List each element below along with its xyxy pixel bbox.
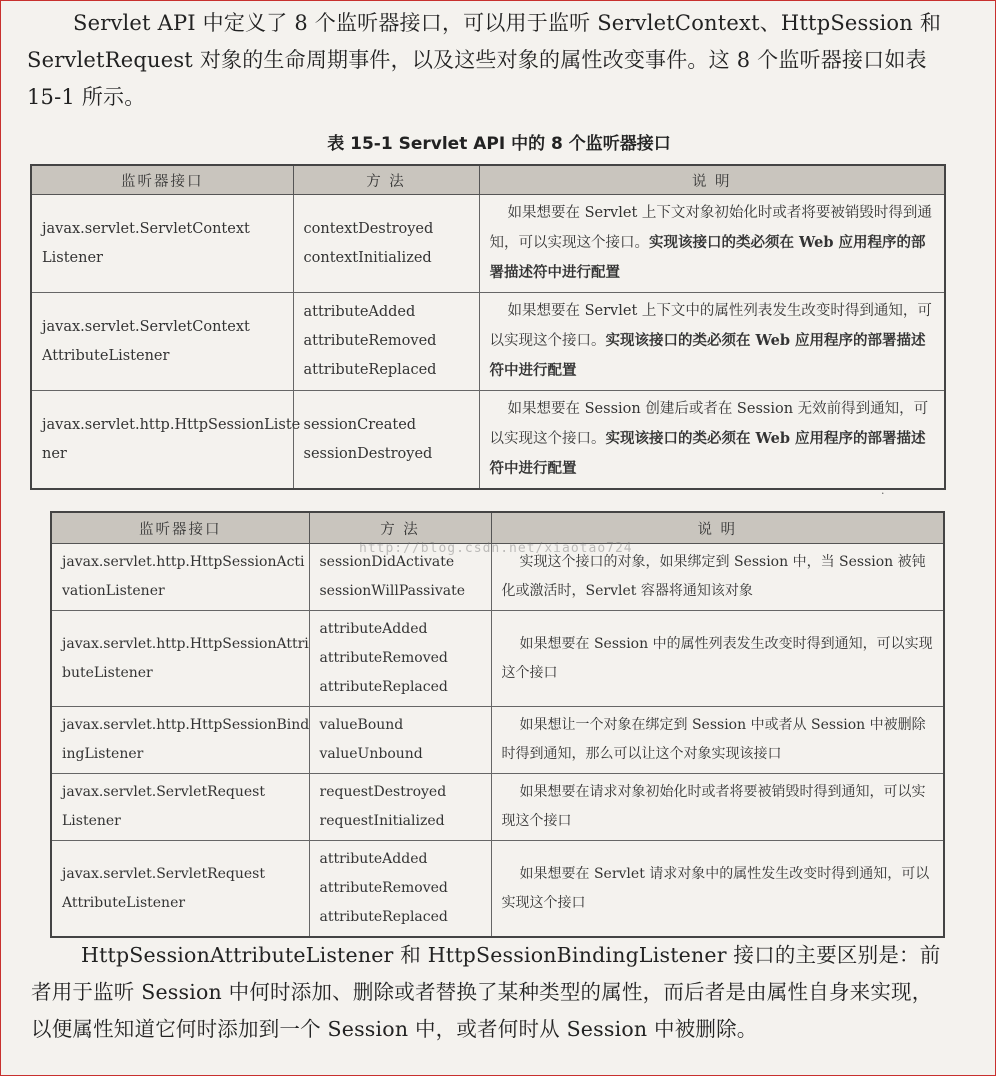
interface-cell [51, 611, 309, 707]
method-name: attributeReplaced [319, 909, 448, 925]
description-text: 如果想要在 Session 创建后或者在 Session 无效前得到通知，可以实现这个接口。 [489, 401, 929, 447]
listener-table-part2 [50, 511, 945, 938]
table-caption [1, 129, 996, 154]
description-bold-text: 实现该接口的类必须在 Web 应用程序的部署描述符中进行配置 [489, 332, 926, 379]
method-cell [309, 611, 491, 707]
description-cell [479, 195, 945, 293]
method-name: valueUnbound [319, 746, 423, 762]
table-header-row [31, 165, 945, 195]
description-text: 如果想要在 Servlet 上下文中的属性列表发生改变时得到通知，可以实现这个接口。 [489, 303, 932, 349]
method-name: contextDestroyed [303, 220, 434, 237]
header-description: 说 明 [479, 165, 945, 195]
header-interface: 监听器接口 [31, 165, 293, 195]
listener-table-part1 [30, 164, 946, 490]
interface-cell [31, 195, 293, 293]
table-row [31, 391, 945, 490]
method-cell [309, 774, 491, 841]
method-name: attributeReplaced [319, 679, 448, 695]
interface-cell [31, 293, 293, 391]
method-name: requestInitialized [319, 813, 445, 829]
interface-name-line: javax.servlet.http.HttpSessionListe [42, 416, 301, 433]
description-bold-text: 实现该接口的类必须在 Web 应用程序的部署描述符中进行配置 [489, 234, 926, 281]
interface-name-line: ingListener [62, 746, 144, 762]
description-cell: 实现这个接口的对象，如果绑定到 Session 中，当 Session 被钝化或激活时，Servlet 容器将通知该对象 [491, 544, 944, 611]
method-cell [293, 391, 479, 490]
intro-paragraph: Servlet API 中定义了 8 个监听器接口，可以用于监听 ServletContext、HttpSession 和 ServletRequest 对象的生命周期事件，以及这些对象的属性改变事件。这 8 个监听器接口如表 15-1 所示。 [27, 11, 942, 109]
interface-name-line: javax.servlet.ServletRequest [62, 784, 265, 800]
method-name: attributeRemoved [303, 333, 437, 349]
interface-cell [51, 841, 309, 938]
interface-cell [51, 544, 309, 611]
watermark: http://blog.csdn.net/xiaotao724 [359, 541, 633, 556]
table-row [31, 195, 945, 293]
method-name: sessionWillPassivate [319, 583, 465, 599]
corner-mark: · [881, 487, 885, 500]
description-cell: 如果想让一个对象在绑定到 Session 中或者从 Session 中被删除时得到通知，那么可以让这个对象实现该接口 [491, 707, 944, 774]
description-cell [479, 391, 945, 490]
method-name: attributeAdded [303, 304, 416, 320]
method-name: attributeAdded [319, 621, 428, 637]
table-row [51, 707, 944, 774]
method-name: requestDestroyed [319, 784, 447, 800]
header-method: 方 法 [309, 512, 491, 544]
header-interface: 监听器接口 [51, 512, 309, 544]
conclusion-paragraph: HttpSessionAttributeListener 和 HttpSessionBindingListener 接口的主要区别是：前者用于监听 Session 中何时添加、删除或者替换了某种类型的属性，而后者是由属性自身来实现，以便属性知道它何时添加到一个 Session 中，或者何时从 Session 中被删除。 [31, 943, 941, 1041]
interface-cell [51, 774, 309, 841]
interface-cell [51, 707, 309, 774]
interface-name-line: javax.servlet.http.HttpSessionActi [62, 554, 305, 570]
method-name: attributeRemoved [319, 650, 448, 666]
method-name: sessionDidActivate [319, 554, 455, 570]
method-name: sessionCreated [303, 416, 417, 433]
header-method: 方 法 [293, 165, 479, 195]
method-cell [309, 841, 491, 938]
header-description: 说 明 [491, 512, 944, 544]
interface-name-line: ner [42, 445, 67, 462]
interface-cell [31, 391, 301, 490]
method-cell [309, 707, 491, 774]
description-text: 如果想要在 Servlet 上下文对象初始化时或者将要被销毁时得到通知，可以实现这个接口。 [489, 205, 932, 251]
interface-name-line: AttributeListener [42, 347, 170, 364]
table-row [51, 774, 944, 841]
table-header-row [51, 512, 944, 544]
description-cell: 如果想要在请求对象初始化时或者将要被销毁时得到通知，可以实现这个接口 [491, 774, 944, 841]
method-name: attributeRemoved [319, 880, 448, 896]
interface-name-line: Listener [62, 813, 121, 829]
interface-name-line: javax.servlet.http.HttpSessionBind [62, 717, 310, 733]
table-row [51, 611, 944, 707]
interface-name-line: AttributeListener [62, 894, 186, 911]
interface-name-line: javax.servlet.http.HttpSessionAttri [62, 635, 309, 652]
description-bold-text: 实现该接口的类必须在 Web 应用程序的部署描述符中进行配置 [489, 430, 926, 477]
interface-name-line: javax.servlet.ServletRequest [62, 865, 265, 882]
interface-name-line: javax.servlet.ServletContext [42, 318, 250, 335]
method-name: attributeAdded [319, 851, 428, 867]
table-row [51, 841, 944, 938]
interface-name-line: buteListener [62, 664, 153, 681]
method-name: sessionDestroyed [303, 445, 433, 462]
method-cell [293, 195, 479, 293]
method-name: attributeReplaced [303, 362, 437, 378]
description-cell: 如果想要在 Session 中的属性列表发生改变时得到通知，可以实现这个接口 [491, 611, 944, 707]
method-name: contextInitialized [303, 249, 432, 266]
description-cell: 如果想要在 Servlet 请求对象中的属性发生改变时得到通知，可以实现这个接口 [491, 841, 944, 938]
method-cell [293, 293, 479, 391]
method-name: valueBound [319, 717, 404, 733]
interface-name-line: vationListener [62, 583, 165, 599]
description-cell [479, 293, 945, 391]
table-caption-text: 表 15-1 Servlet API 中的 8 个监听器接口 [327, 134, 671, 154]
table-row [31, 293, 945, 391]
interface-name-line: Listener [42, 249, 103, 266]
interface-name-line: javax.servlet.ServletContext [42, 220, 250, 237]
